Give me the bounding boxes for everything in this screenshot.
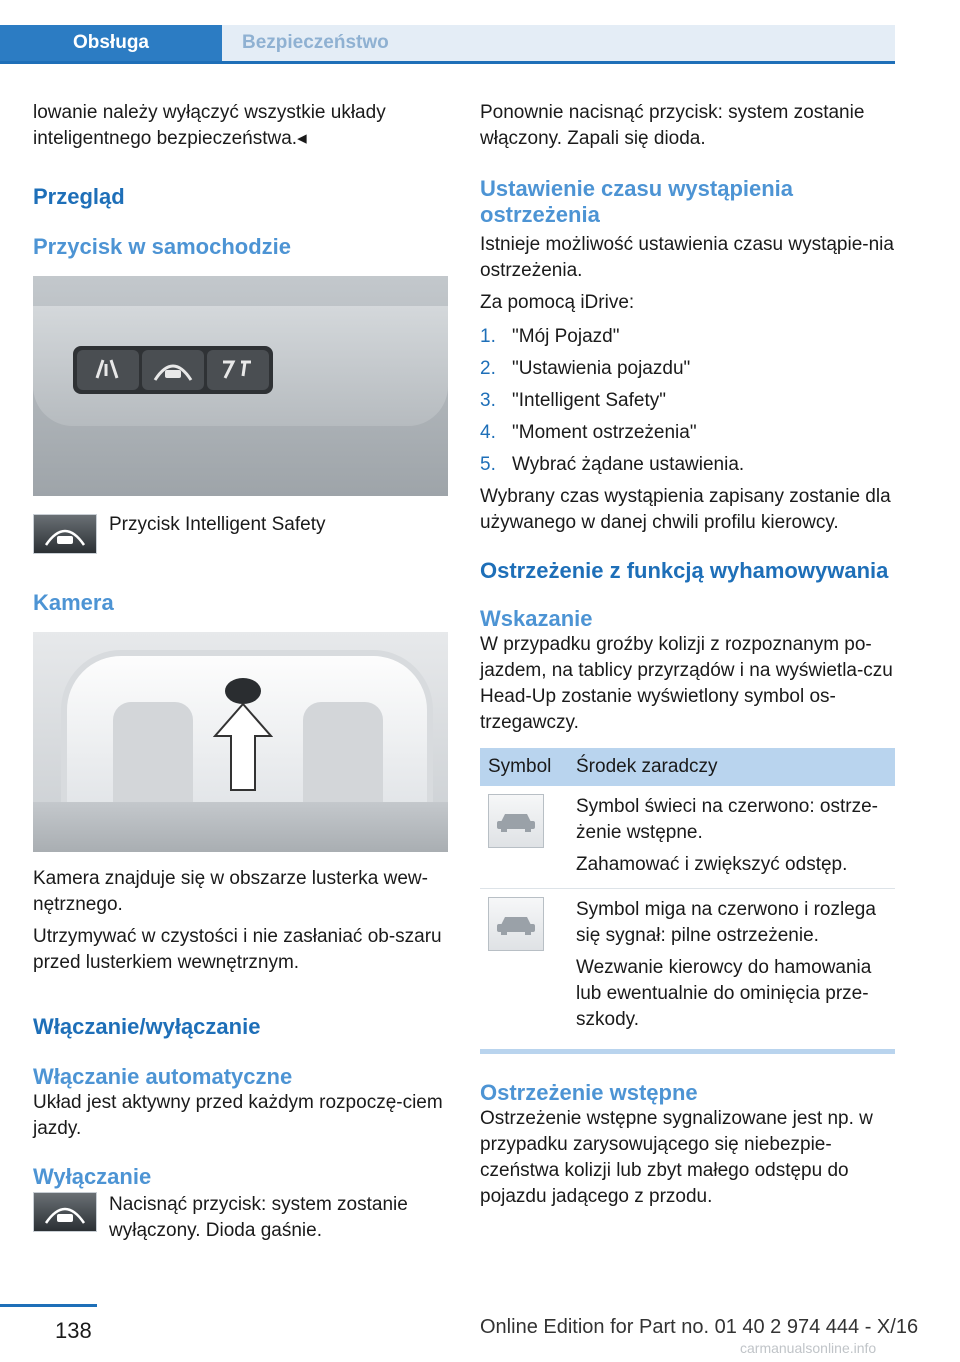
- up-arrow-icon: [213, 702, 273, 792]
- car-warning-icon: [488, 794, 544, 848]
- indication-text: W przypadku groźby kolizji z rozpoznanym po-jazdem, na tablicy przyrządów i na wyświetla-czu Head-Up zostanie wyświetlony symbol os-trzegawczy.: [480, 634, 893, 733]
- table-row: [480, 889, 895, 1044]
- overview-heading: Przegląd: [33, 184, 125, 209]
- symbol-table: [480, 748, 895, 1043]
- off-heading: Wyłączanie: [33, 1164, 152, 1189]
- row1-line1: Symbol świeci na czerwono: ostrze-żenie wstępne.: [576, 796, 878, 843]
- idrive-text: Za pomocą iDrive:: [480, 292, 635, 313]
- button-panel-icon: [73, 346, 273, 394]
- timing-text: Istnieje możliwość ustawienia czasu wystąpie-nia ostrzeżenia.: [480, 234, 894, 281]
- camera-location-text: Kamera znajduje się w obszarze lusterka wew-nętrznego.: [33, 868, 428, 915]
- indication-heading: Wskazanie: [480, 606, 593, 631]
- off-text: Nacisnąć przycisk: system zostanie wyłączony. Dioda gaśnie.: [109, 1194, 408, 1241]
- list-item: 2. "Ustawienia pojazdu": [480, 358, 691, 379]
- intro-text: lowanie należy wyłączyć wszystkie układy inteligentnego bezpieczeństwa.◂: [33, 102, 386, 149]
- auto-on-text: Układ jest aktywny przed każdym rozpoczę-ciem jazdy.: [33, 1092, 443, 1139]
- row2-line2: Wezwanie kierowcy do hamowania lub ewentualnie do ominięcia prze-szkody.: [576, 957, 872, 1030]
- list-item: 5. Wybrać żądane ustawienia.: [480, 454, 745, 475]
- camera-clean-text: Utrzymywać w czystości i nie zasłaniać ob-szaru przed lusterkiem wewnętrznym.: [33, 926, 442, 973]
- page-number: 138: [55, 1318, 92, 1343]
- timing-heading: Ustawienie czasu wystąpienia ostrzeżenia: [480, 176, 794, 227]
- pre-warning-text: Ostrzeżenie wstępne sygnalizowane jest np. w przypadku zarysowującego się niebezpie-czeństwa kolizji lub zbyt małego odstępu do pojazdu jadącego z przodu.: [480, 1108, 873, 1207]
- edition-footer: Online Edition for Part no. 01 40 2 974 444 - X/16: [480, 1316, 919, 1338]
- button-heading: Przycisk w samochodzie: [33, 234, 291, 259]
- row2-line1: Symbol miga na czerwono i rozlega się sygnał: pilne ostrzeżenie.: [576, 899, 876, 946]
- right-column: [480, 100, 895, 1210]
- row1-line2: Zahamować i zwiększyć odstęp.: [576, 854, 848, 875]
- table-end-rule: [480, 1049, 895, 1054]
- auto-on-heading: Włączanie automatyczne: [33, 1064, 293, 1089]
- list-item: 4. "Moment ostrzeżenia": [480, 422, 697, 443]
- car-warning-icon: [488, 897, 544, 951]
- list-item: 1. "Mój Pojazd": [480, 326, 620, 347]
- braking-heading: Ostrzeżenie z funkcją wyhamowywania: [480, 558, 889, 583]
- col-action-header: Środek zaradczy: [568, 748, 895, 786]
- intelligent-safety-button-icon: [33, 514, 97, 554]
- page-number-rule: [0, 1304, 97, 1307]
- list-item: 3. "Intelligent Safety": [480, 390, 666, 411]
- table-row: [480, 786, 895, 889]
- tab-obsluga[interactable]: Obsługa: [0, 25, 222, 61]
- pre-warning-heading: Ostrzeżenie wstępne: [480, 1080, 698, 1105]
- camera-heading: Kamera: [33, 590, 114, 615]
- button-caption: Przycisk Intelligent Safety: [109, 514, 326, 535]
- watermark: carmanualsonline.info: [740, 1340, 877, 1356]
- intelligent-safety-button-icon: [33, 1192, 97, 1232]
- idrive-steps: [480, 324, 895, 478]
- onoff-heading: Włączanie/wyłączanie: [33, 1014, 261, 1039]
- chapter-tabs: [0, 25, 895, 64]
- saved-text: Wybrany czas wystąpienia zapisany zostanie dla używanego w danej chwili profilu kierowcy.: [480, 486, 891, 533]
- camera-photo: [33, 632, 448, 852]
- tab-bezpieczenstwo[interactable]: Bezpieczeństwo: [222, 25, 895, 61]
- left-column: [33, 100, 448, 1244]
- on-text: Ponownie nacisnąć przycisk: system zostanie włączony. Zapali się dioda.: [480, 102, 865, 149]
- button-photo: [33, 276, 448, 496]
- col-symbol-header: Symbol: [480, 748, 568, 786]
